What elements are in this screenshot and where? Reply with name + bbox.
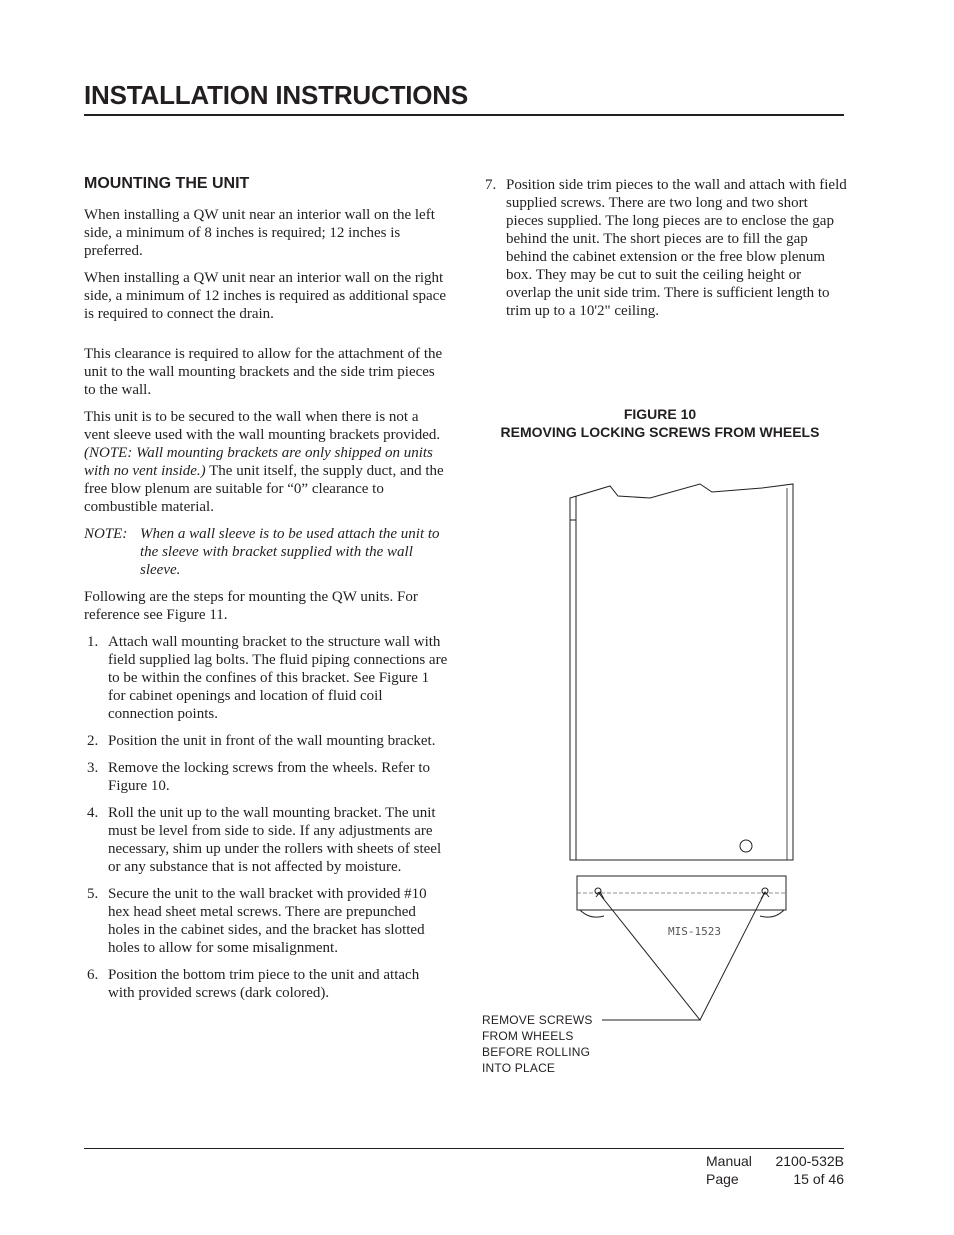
step-number: 5. xyxy=(87,886,99,902)
manual-number: 2100-532B xyxy=(775,1153,844,1169)
step-text: Position side trim pieces to the wall and attach with field supplied screws. There are two long and two short pieces supplied. The long pieces are to enclose the gap behind the unit. The short pieces are to fill the gap behind the cabinet extension or the free blow plenum box. They may be cut to suit the ceiling height or overlap the unit side trim. There is sufficient length to trim up to a 10'2" ceiling. xyxy=(506,177,847,319)
list-item xyxy=(84,759,448,795)
title-rule xyxy=(84,114,844,116)
step-number: 3. xyxy=(87,760,99,776)
paragraph-wall-securing-note: (NOTE: Wall mounting brackets are only shipped on units with no vent inside.) xyxy=(84,445,433,479)
left-column xyxy=(84,174,448,1011)
list-item xyxy=(84,885,448,957)
callout-line: FROM WHEELS xyxy=(482,1029,574,1043)
list-item xyxy=(84,966,448,1002)
callout-line: INTO PLACE xyxy=(482,1061,556,1075)
paragraph-clearance-purpose: This clearance is required to allow for the attachment of the unit to the wall mounting brackets and the side trim pieces to the wall. xyxy=(84,346,443,398)
figure-caption xyxy=(482,405,838,441)
list-item xyxy=(84,804,448,876)
step-text: Attach wall mounting bracket to the structure wall with field supplied lag bolts. The fluid piping connections are to be within the confines of this bracket. See Figure 1 for cabinet openings and location of fluid coil connection points. xyxy=(108,634,448,722)
note-text: When a wall sleeve is to be used attach the unit to the sleeve with bracket supplied with the wall sleeve. xyxy=(140,526,440,578)
section-heading: MOUNTING THE UNIT xyxy=(84,175,250,192)
list-item xyxy=(482,176,848,320)
step-text: Position the bottom trim piece to the unit and attach with provided screws (dark colored). xyxy=(108,967,420,1001)
page-number: 15 of 46 xyxy=(793,1171,844,1187)
manual-label: Manual xyxy=(706,1153,752,1169)
leader-line-right xyxy=(700,892,765,1020)
leader-line xyxy=(598,892,700,1020)
right-column xyxy=(482,176,848,329)
paragraph-wall-securing-clearance: The unit itself, the supply duct, and the free blow plenum are suitable for “0” clearance to combustible material. xyxy=(84,463,444,515)
unit-wheel-drawing xyxy=(470,470,810,1030)
page-title: INSTALLATION INSTRUCTIONS xyxy=(84,80,469,110)
step-number: 1. xyxy=(87,634,99,650)
paragraph-wall-securing-text: This unit is to be secured to the wall when there is not a vent sleeve used with the wall mounting brackets provided. xyxy=(84,409,441,443)
list-item xyxy=(84,732,448,750)
note-label: NOTE: xyxy=(84,526,128,542)
cabinet-outline xyxy=(570,484,793,860)
callout-line: REMOVE SCREWS xyxy=(482,1013,593,1027)
page-footer xyxy=(706,1152,844,1188)
callout-line: BEFORE ROLLING xyxy=(482,1045,591,1059)
note-wall-sleeve xyxy=(84,525,448,579)
footer-rule xyxy=(84,1148,844,1149)
list-item xyxy=(84,633,448,723)
drawing-id: MIS-1523 xyxy=(668,925,721,938)
step-text: Remove the locking screws from the wheels. Refer to Figure 10. xyxy=(108,760,430,794)
paragraph-right-side-clearance: When installing a QW unit near an interior wall on the right side, a minimum of 12 inches is required as additional space is required to connect the drain. xyxy=(84,270,446,322)
paragraph-left-side-clearance: When installing a QW unit near an interior wall on the left side, a minimum of 8 inches is required; 12 inches is preferred. xyxy=(84,207,435,259)
step-text: Position the unit in front of the wall mounting bracket. xyxy=(108,733,436,749)
figure-number: FIGURE 10 xyxy=(623,406,697,422)
step-number: 7. xyxy=(485,177,497,193)
mounting-steps-list xyxy=(84,633,448,1002)
callout-label xyxy=(482,1012,622,1076)
paragraph-steps-intro: Following are the steps for mounting the QW units. For reference see Figure 11. xyxy=(84,589,418,623)
step-number: 2. xyxy=(87,733,99,749)
wheel-arc-right xyxy=(760,910,784,917)
step-number: 6. xyxy=(87,967,99,983)
paragraph-wall-securing xyxy=(84,408,448,516)
step-text: Secure the unit to the wall bracket with provided #10 hex head sheet metal screws. There are prepunched holes in the cabinet sides, and the bracket has slotted holes to allow for some misalignment. xyxy=(108,886,427,956)
step-number: 4. xyxy=(87,805,99,821)
drain-hole xyxy=(740,840,752,852)
wheel-arc-left xyxy=(580,910,604,917)
figure-title: REMOVING LOCKING SCREWS FROM WHEELS xyxy=(500,424,820,440)
page-label: Page xyxy=(706,1171,739,1187)
step-text: Roll the unit up to the wall mounting bracket. The unit must be level from side to side. If any adjustments are necessary, shim up under the rollers with sheets of steel or any substance that is not affected by moisture. xyxy=(108,805,442,875)
